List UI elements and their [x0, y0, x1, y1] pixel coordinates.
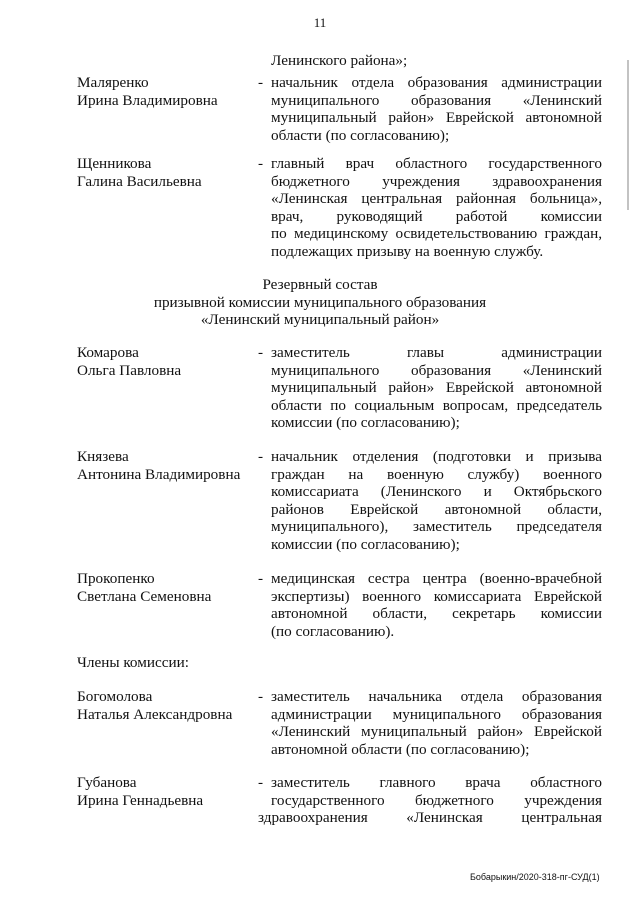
duty-line: комиссии (по согласованию);	[271, 414, 460, 432]
member-given-names: Ирина Владимировна	[77, 91, 218, 109]
duty-line: заместитель начальника отдела образования	[271, 688, 602, 705]
member-surname: Губанова	[77, 774, 137, 791]
heading-line: «Ленинский муниципальный район»	[200, 311, 440, 329]
member-surname: Комарова	[77, 344, 139, 361]
member-surname: Богомолова	[77, 688, 153, 705]
page-number: 11	[313, 15, 327, 30]
scan-margin-mark	[627, 60, 629, 210]
member-given-names: Галина Васильевна	[77, 172, 202, 190]
member-surname: Маляренко	[77, 74, 149, 91]
duty-line: граждан на военную службу) военного	[271, 465, 602, 483]
duty-line: подлежащих призыву на военную службу.	[271, 242, 544, 260]
member-duty	[271, 570, 602, 640]
dash: -	[258, 344, 264, 361]
member-duty	[271, 74, 602, 144]
member-surname: Князева	[77, 448, 129, 465]
member-name	[77, 155, 257, 190]
member-name	[77, 344, 257, 379]
duty-line: области (по согласованию);	[271, 126, 450, 144]
duty-line: бюджетного учреждения здравоохранения	[271, 172, 602, 190]
member-duty	[271, 448, 602, 554]
duty-line: медицинская сестра центра (военно-врачебной	[271, 570, 602, 587]
member-name	[77, 774, 257, 809]
duty-line: заместитель главного врача областного	[271, 774, 602, 791]
reserve-heading	[0, 276, 640, 329]
member-surname: Прокопенко	[77, 570, 155, 587]
duty-line: государственного бюджетного учреждения	[271, 791, 602, 809]
duty-line: комиссии (по согласованию);	[271, 535, 460, 553]
duty-line: «Ленинская центральная районная больница»,	[271, 190, 602, 208]
member-duty	[271, 155, 602, 261]
duty-line: экспертизы) военного комиссариата Еврейской	[271, 587, 602, 605]
member-name	[77, 74, 257, 109]
member-surname: Щенникова	[77, 155, 152, 172]
duty-line: муниципального), заместитель председателя	[271, 518, 602, 536]
members-label: Члены комиссии:	[77, 654, 189, 671]
duty-line: муниципального образования «Ленинский	[271, 361, 602, 379]
member-given-names: Наталья Александровна	[77, 705, 233, 723]
dash: -	[258, 74, 264, 91]
duty-line: автономной области, секретарь комиссии	[271, 605, 602, 623]
dash: -	[258, 688, 264, 705]
duty-line: муниципальный район» Еврейской автономной	[271, 109, 602, 127]
dash: -	[258, 448, 264, 465]
duty-line: начальник отделения (подготовки и призыва	[271, 448, 602, 465]
duty-line: по медицинскому освидетельствованию граждан,	[271, 225, 602, 243]
member-duty	[258, 774, 602, 827]
duty-line: автономной области (по согласованию);	[271, 740, 530, 758]
duty-line: районов Еврейской автономной области,	[271, 500, 602, 518]
member-name	[77, 688, 257, 723]
duty-line: врач, руководящий работой комиссии	[271, 207, 602, 225]
member-given-names: Ирина Геннадьевна	[77, 791, 204, 809]
duty-line: начальник отдела образования администрации	[271, 74, 602, 91]
dash: -	[258, 155, 264, 172]
dash: -	[258, 774, 264, 791]
duty-line: области по социальным вопросам, председатель	[271, 396, 602, 414]
duty-line: муниципального образования «Ленинский	[271, 91, 602, 109]
duty-line: администрации муниципального образования	[271, 705, 602, 723]
heading-line: Резервный состав	[262, 276, 378, 293]
duty-line: заместитель главы администрации	[271, 344, 602, 361]
duty-line: «Ленинский муниципальный район» Еврейской	[271, 723, 602, 741]
duty-line: комиссариата (Ленинского и Октябрьского	[271, 483, 602, 501]
heading-line: призывной комиссии муниципального образования	[153, 293, 487, 311]
member-given-names: Антонина Владимировна	[77, 465, 241, 483]
duty-line: здравоохранения «Ленинская центральная	[258, 809, 602, 827]
member-given-names: Ольга Павловна	[77, 361, 182, 379]
document-footer-code: Бобарыкин/2020-318-пг-СУД(1)	[470, 872, 600, 882]
duty-line: главный врач областного государственного	[271, 155, 602, 172]
member-duty	[271, 688, 602, 758]
member-name	[77, 448, 257, 483]
dash: -	[258, 570, 264, 587]
member-duty	[271, 344, 602, 432]
duty-line: (по согласованию).	[271, 622, 395, 640]
member-name	[77, 570, 257, 605]
duty-line: муниципальный район» Еврейской автономной	[271, 379, 602, 397]
continuation-line: Ленинского района»;	[271, 52, 408, 69]
member-given-names: Светлана Семеновна	[77, 587, 212, 605]
